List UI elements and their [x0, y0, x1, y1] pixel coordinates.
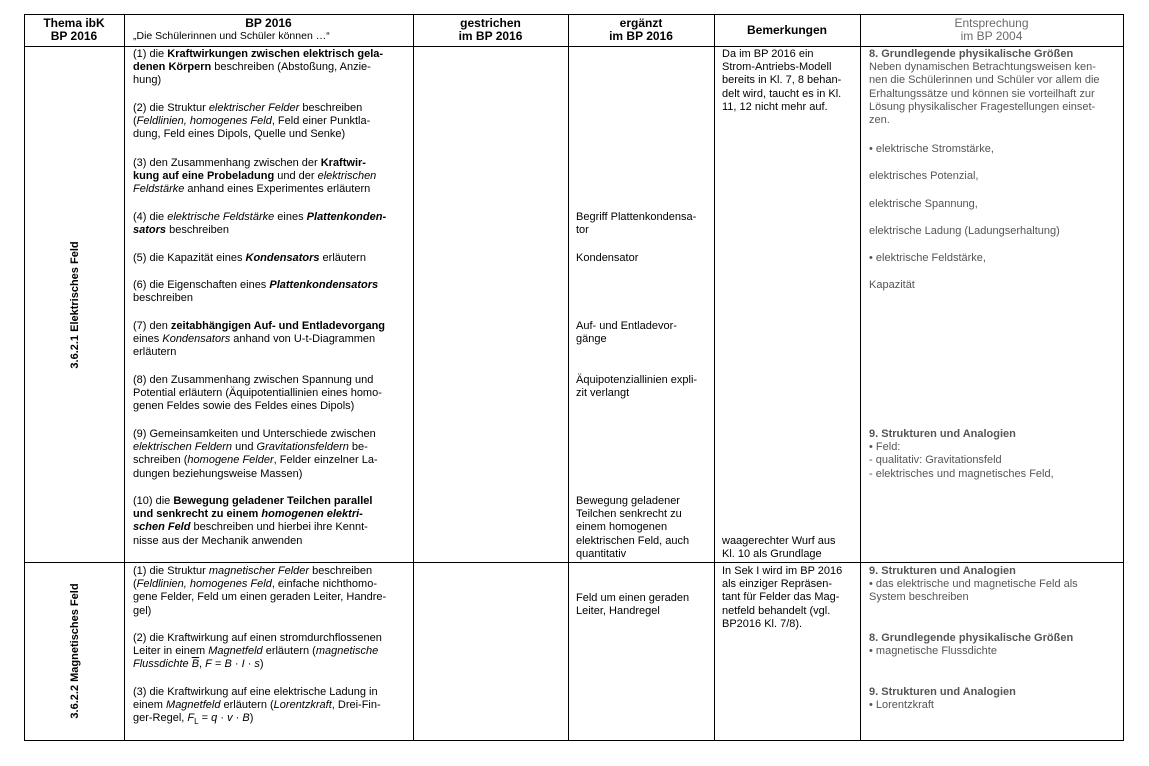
border-bottom [24, 740, 1124, 741]
col-border-1 [124, 14, 125, 741]
standard-m1: (1) die Struktur magnetischer Felder beschreiben (Feldlinien, homogenes Feld, einfache nichthomo- gene Felder, Feld um einen geraden Leiter, Handre- gel) [133, 565, 387, 617]
bp2004-e-item2: elektrisches Potenzial, [869, 170, 979, 182]
col-border-3 [568, 14, 569, 741]
section-label-electric: 3.6.2.1 Elektrisches Feld [69, 241, 81, 369]
standard-e4: (4) die elektrische Feldstärke eines Plattenkonden- sators beschreiben [133, 211, 387, 237]
bp2004-e-item1: • elektrische Stromstärke, [869, 143, 994, 155]
remark-m1: In Sek I wird im BP 2016 als einziger Repräsen- tant für Felder das Mag- netfeld behandelt (vgl. BP2016 Kl. 7/8). [722, 565, 843, 630]
section-label-magnetic: 3.6.2.2 Magnetisches Feld [69, 583, 81, 719]
col-border-5 [860, 14, 861, 741]
remark-e1: Da im BP 2016 ein Strom-Antriebs-Modell bereits in Kl. 7, 8 behan- delt wird, taucht es in Kl. 11, 12 nicht mehr auf. [722, 48, 842, 113]
standard-e10: (10) die Bewegung geladener Teilchen parallel und senkrecht zu einem homogenen elektri- schen Feld beschreiben und hierbei ihre Kennt- nisse aus der Mechanik anwenden [133, 495, 373, 547]
added-e7: Auf- und Entladevor- gänge [576, 320, 677, 346]
border-section-divider [24, 562, 1124, 563]
added-e4: Begriff Plattenkondensa- tor [576, 211, 697, 237]
standard-e9: (9) Gemeinsamkeiten und Unterschiede zwischen elektrischen Feldern und Gravitationsfeldern be- schreiben (homogene Felder, Felder einzelner La- dungen beziehungsweise Massen) [133, 428, 378, 480]
header-ergaenzt: ergänzt im BP 2016 [609, 16, 673, 43]
bp2004-e-item5: • elektrische Feldstärke, [869, 252, 986, 264]
added-m1: Feld um einen geraden Leiter, Handregel [576, 592, 690, 618]
header-entsprechung: Entsprechung im BP 2004 [954, 16, 1029, 43]
standard-e7: (7) den zeitabhängigen Auf- und Entladevorgang eines Kondensators anhand von U-t-Diagrammen erläutern [133, 320, 386, 359]
bp2004-e-heading8: 8. Grundlegende physikalische Größen Neben dynamischen Betrachtungsweisen ken- nen die Schülerinnen und Schüler vor allem die Erhaltungssätze und können sie vorteilhaft zur Lösung physikalischer Fragestellungen einset- zen. [869, 48, 1100, 127]
bp2004-e-item4: elektrische Ladung (Ladungserhaltung) [869, 225, 1060, 237]
border-header-bottom [24, 46, 1124, 47]
added-e8: Äquipotenziallinien expli- zit verlangt [576, 374, 698, 400]
col-border-0 [24, 14, 25, 741]
header-bp2016: BP 2016 „Die Schülerinnen und Schüler können …“ [133, 16, 330, 42]
col-border-2 [413, 14, 414, 741]
header-thema: Thema ibK BP 2016 [43, 16, 105, 43]
bp2004-m-heading9b: 9. Strukturen und Analogien • Lorentzkraft [869, 686, 1016, 712]
standard-e6: (6) die Eigenschaften eines Plattenkondensators beschreiben [133, 279, 379, 305]
standard-e3: (3) den Zusammenhang zwischen der Kraftwir- kung auf eine Probeladung und der elektrischen Feldstärke anhand eines Experimentes erläutern [133, 157, 377, 196]
standard-m3: (3) die Kraftwirkung auf eine elektrische Ladung in einem Magnetfeld erläutern (Lorentzkraft, Drei-Fin- ger-Regel, $F_L = q \cdot v \cdot B$) [133, 686, 381, 727]
border-top [24, 14, 1124, 15]
header-gestrichen: gestrichen im BP 2016 [458, 16, 523, 43]
header-bemerkungen: Bemerkungen [746, 23, 828, 37]
standard-e5: (5) die Kapazität eines Kondensators erläutern [133, 252, 366, 264]
added-e5: Kondensator [576, 252, 639, 264]
standard-e8: (8) den Zusammenhang zwischen Spannung und Potential erläutern (Äquipotentiallinien eines homo- genen Feldes sowie des Feldes eines Dipols) [133, 374, 382, 413]
bp2004-e-item3: elektrische Spannung, [869, 198, 978, 210]
bp2004-m-heading9a: 9. Strukturen und Analogien • das elektrische und magnetische Feld als System beschreiben [869, 565, 1078, 604]
remark-e10: waagerechter Wurf aus Kl. 10 als Grundlage [722, 535, 836, 561]
col-border-6 [1123, 14, 1124, 741]
col-border-4 [714, 14, 715, 741]
bp2004-e-item6: Kapazität [869, 279, 915, 291]
bp2004-e-heading9: 9. Strukturen und Analogien • Feld: - qualitativ: Gravitationsfeld - elektrisches und magnetisches Feld, [869, 428, 1054, 480]
standard-m2: (2) die Kraftwirkung auf einen stromdurchflossenen Leiter in einem Magnetfeld erläutern (magnetische Flussdichte $\overline{B}$, F = B · I · s) [133, 632, 382, 671]
standard-e1: (1) die Kraftwirkungen zwischen elektrisch gela- denen Körpern beschreiben (Abstoßung, Anzie- hung) [133, 48, 384, 87]
added-e10: Bewegung geladener Teilchen senkrecht zu einem homogenen elektrischen Feld, auch quantitativ [576, 495, 690, 560]
bp2004-m-heading8: 8. Grundlegende physikalische Größen • magnetische Flussdichte [869, 632, 1074, 658]
standard-e2: (2) die Struktur elektrischer Felder beschreiben (Feldlinien, homogenes Feld, Feld einer Punktla- dung, Feld eines Dipols, Quelle und Senke) [133, 102, 371, 141]
